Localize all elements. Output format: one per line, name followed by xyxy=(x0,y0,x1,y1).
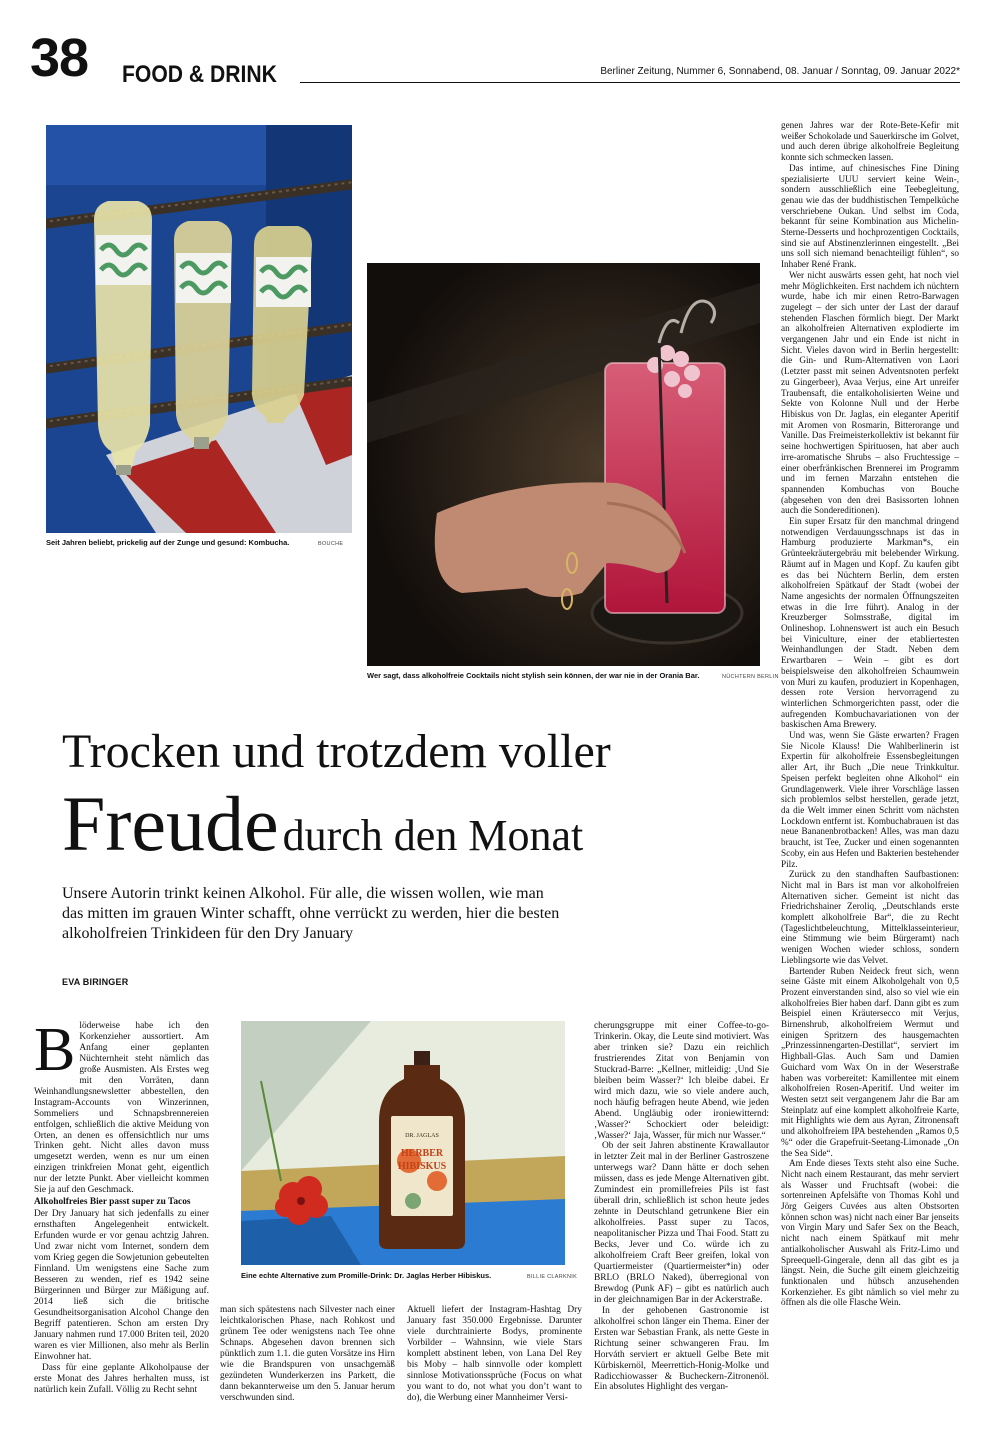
paragraph: Wer nicht auswärts essen geht, hat noch viel mehr Möglichkeiten. Erst nachdem ich nüchtern wurde, habe ich mir einen Retro-Barwagen zugelegt – der sich unter der Last der darauf stehenden Flaschen förmlich biegt. Der Markt an alkoholfreien Alternativen explodierte im vergangenen Jahr und ein Ende ist nicht in Sicht. Vieles davon wird in Berlin hergestellt: die Gin- und Rum-Alternativen von Laori (Letzter passt mit seinen Adventsnoten perfekt zu Gingerbeer), Avaa Verjus, eine Art unreifer Traubensaft, die entalkoholisierten Weine und Sekte von Kolonne Null und der Herbe Hibiskus von Dr. Jaglas, ein eleganter Aperitif mit Aromen von Rosmarin, Bitterorange und Vanille. Das Freimeisterkollektiv ist bekannt für seine hochwertigen Spirituosen, hat aber auch irre-aromatische Shrubs – also Fruchtessige – einer oberfränkischen Brennerei im Programm und im fernen Marzahn entstehen die spannenden Kombuchas von Bouche (abgesehen von den drei Basissorten lohnen auch die Sondereditionen). xyxy=(781,269,959,516)
paragraph: In der gehobenen Gastronomie ist alkoholfrei schon länger ein Thema. Einer der Ersten war Sebastian Frank, als nette Geste in Richtung seiner schwangeren Frau. Im Horváth serviert er aktuell Gelbe Bete mit Kürbiskernöl, Meerrettich-Honig-Molke und Radicchiowasser & Bucheckern-Zitronenöl. Ein absolutes Highlight des vergan- xyxy=(594,1305,769,1393)
author-byline: EVA BIRINGER xyxy=(62,977,129,987)
cocktail-caption: Wer sagt, dass alkoholfreie Cocktails nicht stylish sein können, der war nie in der Orania Bar. xyxy=(367,671,700,680)
intro-text: Unsere Autorin trinkt keinen Alkohol. Für alle, die wissen wollen, wie man das mitten im grauen Winter schafft, ohne verrückt zu werden, hier die besten alkoholfreien Trinkideen für den Dry January xyxy=(62,885,560,942)
column-5 xyxy=(781,120,959,1308)
headline-rest: durch den Monat xyxy=(282,811,584,860)
column-4 xyxy=(594,1021,769,1393)
column-3 xyxy=(407,1305,582,1404)
headline-freude: Freude xyxy=(62,780,279,867)
headline-line1: Trocken und trotzdem voller xyxy=(62,725,611,778)
cocktail-photo xyxy=(367,263,760,666)
kombucha-credit: BOUCHE xyxy=(318,541,344,547)
page-number: 38 xyxy=(30,28,89,88)
hibiskus-credit: BILLIE CLARKNIK xyxy=(527,1274,578,1280)
label-name-2: HIBISKUS xyxy=(397,1161,447,1172)
lead-paragraph: Blöderweise habe ich den Korkenzieher aussortiert. Am Anfang einer geplanten Nüchternheit steht nämlich das große Ausmisten. Als Erstes weg mit den Vorräten, dann Weinhandlungsnewsletter abbestellen, den Instagram-Accounts von Winzerinnen, Sommeliers und Schnapsbrennereien entfolgen, schließlich die aktive Meidung von Orten, an denen es offensichtlich nur ums Trinken geht. Nicht alles davon muss umgesetzt werden, wenn es nur um einen einzigen trinkfreien Monat geht, eigentlich nur der letzte Punkt. Aber vielleicht kommen Sie ja auf den Geschmack. xyxy=(34,1016,209,1196)
section-title: FOOD & DRINK xyxy=(122,61,277,88)
column-1 xyxy=(34,1016,209,1395)
paragraph: Ob der seit Jahren abstinente Krawallautor in letzter Zeit mal in der Berliner Gastroszene unterwegs war? Dann hätte er doch sehen müssen, dass es jede Menge Alternativen gibt. Zumindest ein promillefreies Pils ist fast überall drin, schließlich ist schon heute jedes zehnte in Deutschland getrunkene Bier ein alkoholfreies. Passt super zu Tacos, neapolitanischer Pizza und Thai Food. Statt zu Becks, Jever und Co. würde ich zu alkoholfreiem Craft Beer greifen, lokal von Quartiermeister (Quartiermeister*in) oder BRLO (BRLO Naked), überregional von Brewdog (Punk AF) – gibt es natürlich auch in der gleichnamigen Bar in der Ackerstraße. xyxy=(594,1141,769,1305)
kombucha-caption: Seit Jahren beliebt, prickelig auf der Zunge und gesund: Kombucha. xyxy=(46,538,290,547)
paragraph: Der Dry January hat sich jedenfalls zu einer ernsthaften Angelegenheit entwickelt. Erfunden wurde er vor genau achtzig Jahren. Und zwar nicht vom Internet, sondern dem vom Krieg gegen die Sowjetunion gebeutelten Finnland. Um wenigstens eine Sache zum Besseren zu wenden, rief es 1942 seine Bürgerinnen und Bürger zur Mäßigung auf. 2014 ließ sich die britische Gesundheitsorganisation Alcohol Change den Begriff patentieren. Schon am ersten Dry January nahmen rund 17.000 Briten teil, 2020 waren es vier Millionen, also mehr als Berlin Einwohner hat. xyxy=(34,1209,209,1362)
cocktail-illustration xyxy=(367,263,760,666)
column-2 xyxy=(220,1305,395,1404)
paragraph: genen Jahres war der Rote-Bete-Kefir mit weißer Schokolade und Sauerkirsche im Golvet, und auch deren übrige alkoholfreie Begleitung konnte sich schmecken lassen. xyxy=(781,120,959,163)
hibiskus-photo xyxy=(241,1021,565,1265)
paragraph: Ein super Ersatz für den manchmal dringend notwendigen Verdauungsschnaps ist das in Hamburg produzierte Markman*s, ein Grünteekräutergebräu mit belebender Wirkung. Räumt auf in Magen und Kopf. Zu kaufen gibt es das bei Nüchtern Berlin, dem ersten alkoholfreien Spätkauf der Stadt (wobei der Name angesichts der normalen Öffnungszeiten etwas in die Irre führt). Analog in der Kreuzberger Solmsstraße, digital im Onlineshop. Lohnenswert ist auch ein Besuch bei Viniculture, einer der etabliertesten Weinhandlungen der Stadt. Neben dem Erwartbaren – Wein – gibt es dort beispielsweise den alkoholfreien Schaumwein von Muri zu kaufen, produziert in Kopenhagen, dessen rote Version hervorragend zu winterlichen Schmorgerichten passt, oder die aufregenden Kombuchavariationen von der baskischen Ama Brewery. xyxy=(781,516,959,730)
masthead-rule xyxy=(300,82,960,83)
label-brand: DR. JAGLAS xyxy=(405,1133,439,1139)
paragraph: Das intime, auf chinesisches Fine Dining spezialisierte UUU serviert keine Wein-, sondern ausschließlich eine Teebegleitung, genau wie das der buddhistischen Tempelküche verschriebene Oukan. Und selbst im Coda, bekannt für seine Kombination aus Michelin-Sterne-Desserts und hochprozentigen Cocktails, sind sie auf Abstinenzlerinnen eingestellt. „Bei uns soll sich niemand benachteiligt fühlen“, so Inhaber René Frank. xyxy=(781,162,959,270)
paragraph: cherungsgruppe mit einer Coffee-to-go-Trinkerin. Okay, die Leute sind motiviert. Was aber trinken sie? Dazu ein reichlich frustrierendes Zitat von Benjamin von Stuckrad-Barre: „Kellner, mitleidig: ‚Und Sie bleiben beim Wasser?‘ Ich bleibe dabei. Er wird mich dazu, wie so viele andere auch, noch häufig befragen heute Abend, wie jeden Abend. Ungläubig oder ironiewitternd: ‚Wasser?‘ Schockiert oder beleidigt: ‚Wasser?‘ Jaja, Wasser, für mich nur Wasser.“ xyxy=(594,1021,769,1141)
hibiskus-caption: Eine echte Alternative zum Promille-Drink: Dr. Jaglas Herber Hibiskus. xyxy=(241,1271,492,1280)
paragraph: man sich spätestens nach Silvester nach einer leichtkalorischen Phase, nach Rohkost und grünem Tee oder wenigstens nach Tee ohne Schnaps. Abgesehen davon brennen sich pünktlich zum 1.1. die guten Vorsätze ins Hirn wie die Brandspuren von unsachgemäß gezündeten Wunderkerzen ins Parkett, die dann bekannterweise um den 5. Januar herum verschwunden sind. xyxy=(220,1305,395,1403)
paragraph: Dass für eine geplante Alkoholpause der erste Monat des Jahres herhalten muss, ist natürlich kein Zufall. Völlig zu Recht sehnt xyxy=(34,1362,209,1395)
label-name-1: HERBER xyxy=(400,1148,444,1159)
paragraph: Bartender Ruben Neideck freut sich, wenn seine Gäste mit einem Alkoholgehalt von 0,5 Prozent einverstanden sind, also so viel wie ein alkoholfreies Bier haben darf. Dann gibt es zum Beispiel einen Kräutersecco mit Verjus, Birnenshrub, alkoholfreiem Wermut und einigen Spritzern des hausgemachten „Prinzessinnengarten-Destillat“, serviert im Highball-Glas. Auch Sam und Damien Guichard vom Wax On in der Weserstraße haben was vorbereitet: Kamillentee mit einem alkoholfreien Rosen-Aperitif. Und weiter im Westen setzt seit vergangenem Jahr die Bar am Steinplatz auf eine komplett alkoholfreie Karte, mit Highlights wie dem aus Ayran, Zitronensaft und alkoholfreiem IPA bestehenden „Ramos 0,5 %“ oder die Grapefruit-Seetang-Limonade „On the Sea Side“. xyxy=(781,965,959,1158)
headline-line2 xyxy=(62,782,583,878)
paragraph: Aktuell liefert der Instagram-Hashtag Dry January fast 350.000 Ergebnisse. Darunter viele durchtrainierte Bodys, prominente Vorbilder – Wahnsinn, wie viele Stars komplett abstinent leben, von Lana Del Rey bis Moby – halb sinnvolle oder komplett sinnlose Motivationssprüche (Focus on what you want to do, not what you don’t want to do), die Werbung einer Mannheimer Versi- xyxy=(407,1305,582,1403)
kombucha-illustration xyxy=(46,125,352,533)
hibiskus-illustration xyxy=(241,1021,565,1265)
kombucha-photo xyxy=(46,125,352,533)
dropcap: B xyxy=(34,1016,76,1084)
subhead: Alkoholfreies Bier passt super zu Tacos xyxy=(34,1197,191,1208)
paragraph: Am Ende dieses Texts steht also eine Suche. Nicht nach einem Restaurant, das mehr serviert als Wasser und Fruchtsaft (wobei: die sortenreinen Apfelsäfte von Thomas Kohl und Jörg Geigers Cuvées aus alten Obstsorten können schon was) nicht nach einer Bar jenseits von Virgin Mary und Safer Sex on the Beach, nicht nach einem Spätkauf mit mehr antialkoholischer Auswahl als Fritz-Limo und Spreequell-Gingerale, denn all das gibt es ja längst. Nein, die Suche gilt einem gleichzeitig funktionalen und hübsch anzusehenden Korkenzieher. Es gibt nämlich so viel mehr zu öffnen als die olle Flasche Wein. xyxy=(781,1158,959,1308)
publication-info: Berliner Zeitung, Nummer 6, Sonnabend, 08. Januar / Sonntag, 09. Januar 2022* xyxy=(600,66,960,77)
paragraph: Und was, wenn Sie Gäste erwarten? Fragen Sie Nicole Klauss! Die Wahlberlinerin ist Expertin für alkoholfreie Essensbegleitungen aller Art, ihr Buch „Die neue Trinkkultur. Speisen perfekt begleiten ohne Alkohol“ ein Grundlagenwerk. Viele ihrer Vorschläge lassen sich problemlos selbst herstellen, gerade jetzt, da die Welt immer einen Schritt vom nächsten Lockdown entfernt ist. Kombuchabrauen ist das neue Bananenbrotbacken! Alles, was man dazu braucht, ist Tee, Zucker und einen sogenannten Scoby, ein aus Hefen und Bakterien bestehender Pilz. xyxy=(781,730,959,869)
paragraph: Zurück zu den standhaften Saufbastionen: Nicht mal in Bars ist man vor alkoholfreien Alternativen sicher. Gemeint ist nicht das Friedrichshainer Zeroliq, „Deutschlands erste komplett alkoholfreie Bar“, die zu Recht (Tageslichtbeleuchtung, Mittelklasseinterieur, eine Stimmung wie beim Bürgeramt) nach wenigen Wochen wieder schloss, sondern Lieblingsorte wie das Velvet. xyxy=(781,869,959,965)
cocktail-credit: NÜCHTERN BERLIN xyxy=(722,674,779,680)
